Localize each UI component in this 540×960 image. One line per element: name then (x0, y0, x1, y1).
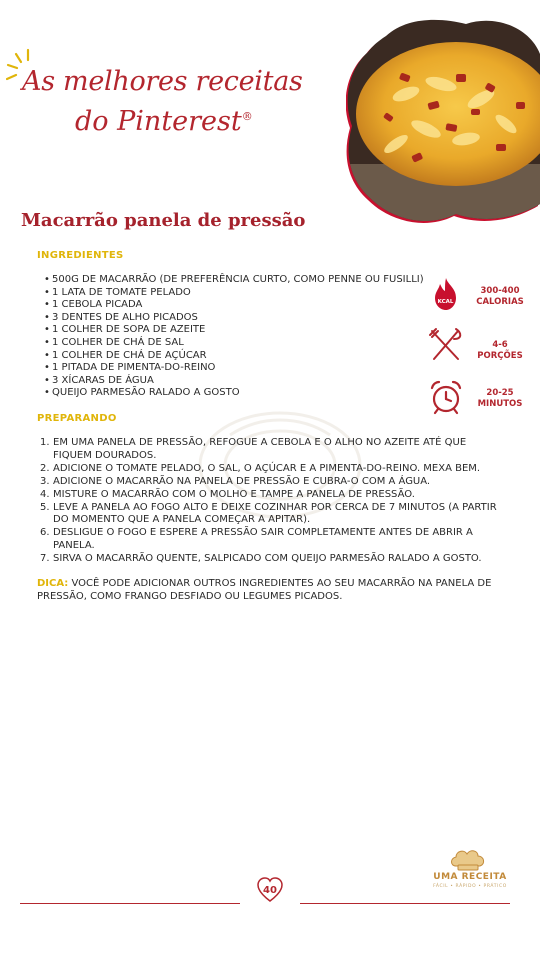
tip-label: DICA: (37, 578, 69, 589)
time-label (470, 388, 530, 410)
calories-stat (428, 276, 533, 316)
time-unit: MINUTOS (477, 399, 523, 409)
step-item: 4. MISTURE O MACARRÃO COM O MOLHO E TAMPE A PANELA DE PRESSÃO. (40, 488, 415, 500)
registered-mark: ® (241, 110, 253, 123)
step-item: 7. SIRVA O MACARRÃO QUENTE, SALPICADO COM QUEIJO PARMESÃO RALADO A GOSTO. (40, 553, 482, 565)
calories-unit: CALORIAS (476, 297, 524, 307)
portions-value: 4-6 (492, 340, 508, 350)
dish-photo (346, 14, 540, 224)
fire-icon (428, 276, 464, 312)
uma-receita-logo (420, 846, 520, 894)
chef-hat-icon (420, 846, 520, 872)
alarm-clock-icon (428, 379, 464, 415)
time-value: 20-25 (486, 388, 514, 398)
step-text: DESLIGUE O FOGO E ESPERE A PRESSÃO SAIR COMPLETAMENTE ANTES DE ABRIR A PANELA. (53, 527, 473, 552)
page-number: 40 (263, 885, 277, 896)
fork-knife-icon (428, 327, 464, 363)
step-item: 3. ADICIONE O MACARRÃO NA PANELA DE PRESSÃO E CUBRA-O COM A ÁGUA. (40, 475, 431, 487)
calories-label (470, 286, 530, 308)
ingredient-item: • 1 PITADA DE PIMENTA-DO-REINO (44, 362, 424, 375)
ingredient-item: • 3 XÍCARAS DE ÁGUA (44, 375, 424, 388)
step-text: EM UMA PANELA DE PRESSÃO, REFOGUE A CEBOLA E O ALHO NO AZEITE ATÉ QUE FIQUEM DOURADOS. (53, 437, 467, 461)
recipe-title: Macarrão panela de pressão (21, 210, 306, 231)
page-number-badge (256, 876, 284, 904)
ingredient-item: • 1 COLHER DE SOPA DE AZEITE (44, 324, 424, 337)
logo-tagline: FÁCIL • RÁPIDO • PRÁTICO (433, 884, 507, 889)
tip-text: VOCÊ PODE ADICIONAR OUTROS INGREDIENTES AO SEU MACARRÃO NA PANELA DE PRESSÃO, COMO FRANGO DESFIADO OU LEGUMES PICADOS. (37, 578, 492, 602)
brand-line-2 (75, 106, 253, 137)
ingredient-item: • 1 LATA DE TOMATE PELADO (44, 287, 424, 300)
portions-stat (428, 327, 533, 367)
step-item: 2. ADICIONE O TOMATE PELADO, O SAL, O AÇÚCAR E A PIMENTA-DO-REINO. MEXA BEM. (40, 462, 481, 474)
step-text: LEVE A PANELA AO FOGO ALTO E DEIXE COZINHAR POR CERCA DE 7 MINUTOS (A PARTIR DO MOMENTO QUE A PANELA COMEÇAR A APITAR). (53, 501, 497, 526)
calories-value: 300-400 (480, 286, 520, 296)
step-text: ADICIONE O MACARRÃO NA PANELA DE PRESSÃO E CUBRA-O COM A ÁGUA. (53, 475, 431, 487)
ingredient-item: • 1 COLHER DE CHÁ DE AÇÚCAR (44, 350, 424, 363)
portions-unit: PORÇÕES (477, 351, 523, 361)
ingredients-heading: INGREDIENTES (37, 250, 124, 261)
logo-name: UMA RECEITA (433, 872, 507, 882)
ingredient-item: • 1 CEBOLA PICADA (44, 299, 424, 312)
step-text: ADICIONE O TOMATE PELADO, O SAL, O AÇÚCAR E A PIMENTA-DO-REINO. MEXA BEM. (53, 462, 481, 474)
footer-divider-right (300, 903, 510, 904)
time-stat (428, 379, 533, 419)
preparation-heading: PREPARANDO (37, 413, 117, 424)
step-item: 6. DESLIGUE O FOGO E ESPERE A PRESSÃO SAIR COMPLETAMENTE ANTES DE ABRIR A PANELA. (40, 527, 473, 552)
ingredients-list (44, 274, 424, 400)
kcal-icon-text: KCAL (437, 299, 454, 305)
ingredient-item: • 500G DE MACARRÃO (DE PREFERÊNCIA CURTO, COMO PENNE OU FUSILLI) (44, 274, 424, 287)
step-item: 1. EM UMA PANELA DE PRESSÃO, REFOGUE A CEBOLA E O ALHO NO AZEITE ATÉ QUE FIQUEM DOURADOS. (40, 437, 467, 461)
preparation-steps (40, 437, 500, 566)
brand-line-2-text: do Pinterest (75, 106, 242, 137)
portions-label (470, 340, 530, 362)
step-item: 5. LEVE A PANELA AO FOGO ALTO E DEIXE COZINHAR POR CERCA DE 7 MINUTOS (A PARTIR DO MOMENTO QUE A PANELA COMEÇAR A APITAR). (40, 501, 497, 526)
ingredient-item: • QUEIJO PARMESÃO RALADO A GOSTO (44, 387, 424, 400)
footer-divider-left (20, 903, 240, 904)
ingredient-item: • 1 COLHER DE CHÁ DE SAL (44, 337, 424, 350)
tip-paragraph (37, 577, 507, 603)
step-text: SIRVA O MACARRÃO QUENTE, SALPICADO COM QUEIJO PARMESÃO RALADO A GOSTO. (53, 553, 482, 565)
brand-line-1: As melhores receitas (22, 66, 303, 97)
step-text: MISTURE O MACARRÃO COM O MOLHO E TAMPE A PANELA DE PRESSÃO. (53, 488, 415, 500)
ingredient-item: • 3 DENTES DE ALHO PICADOS (44, 312, 424, 325)
